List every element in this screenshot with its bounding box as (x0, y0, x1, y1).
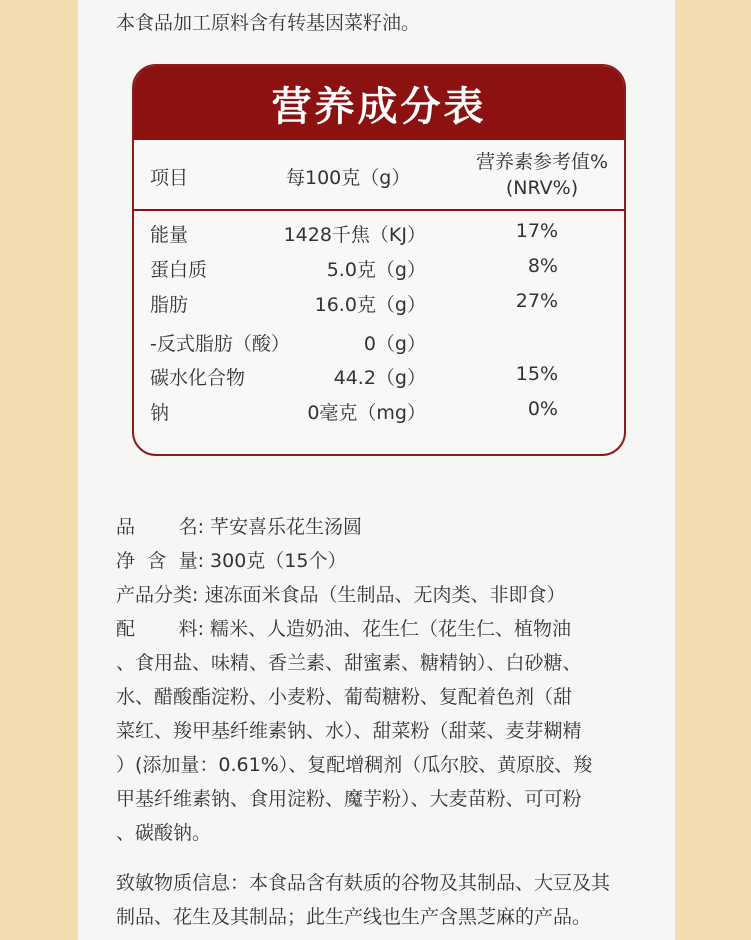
row-name: 蛋白质 (150, 259, 208, 281)
row-nrv: 8% (527, 255, 558, 277)
label-panel (78, 0, 675, 940)
header-item: 项目 (150, 167, 189, 189)
header-nrv (472, 149, 612, 201)
row-amount: 5.0克（g） (326, 259, 426, 281)
row-nrv: 17% (515, 220, 558, 242)
label-part: 料: (178, 618, 204, 640)
ingredients-text: 、碳酸钠。 (116, 822, 212, 844)
ingredients-text: ）(添加量：0.61%）、复配增稠剂（瓜尔胶、黄原胶、羧 (116, 754, 593, 776)
category-label: 产品分类: (116, 584, 199, 606)
nutrition-header-row (134, 142, 624, 211)
row-amount: 44.2（g） (333, 367, 426, 389)
row-name: 钠 (150, 402, 170, 424)
net-content-label (116, 544, 204, 578)
product-name-line (116, 510, 636, 544)
table-row (134, 363, 624, 397)
header-nrv-line1: 营养素参考值% (475, 151, 609, 173)
table-row (134, 290, 624, 324)
ingredients-text: 甲基纤维素钠、食用淀粉、魔芋粉）、大麦苗粉、可可粉 (116, 788, 582, 810)
row-name: 脂肪 (150, 294, 189, 316)
table-row (134, 329, 624, 363)
row-amount: 0（g） (363, 333, 426, 355)
row-nrv: 0% (527, 398, 558, 420)
ingredients-text: 水、醋酸酯淀粉、小麦粉、葡萄糖粉、复配着色剂（甜 (116, 686, 573, 708)
gmo-notice: 本食品加工原料含有转基因菜籽油。 (116, 12, 421, 34)
row-name: 能量 (150, 224, 189, 246)
label-part: 净 (116, 550, 136, 572)
net-content-value: 300克（15个） (210, 550, 347, 572)
net-content-line (116, 544, 636, 578)
row-amount: 16.0克（g） (314, 294, 426, 316)
row-amount: 1428千焦（KJ） (283, 224, 426, 246)
row-nrv: 27% (515, 290, 558, 312)
label-part: 配 (116, 618, 136, 640)
allergen-text: 制品、花生及其制品；此生产线也生产含黑芝麻的产品。 (116, 906, 592, 928)
label-part: 品 (116, 516, 136, 538)
nutrition-title: 营养成分表 (134, 66, 624, 140)
header-per100: 每100克（g） (286, 167, 411, 189)
header-nrv-line2: (NRV%) (505, 177, 579, 199)
label-part: 量: (178, 550, 204, 572)
table-row (134, 255, 624, 289)
allergen-text: 致敏物质信息：本食品含有麸质的谷物及其制品、大豆及其 (116, 872, 611, 894)
ingredients-text: 菜红、羧甲基纤维素钠、水）、甜菜粉（甜菜、麦芽糊精 (116, 720, 582, 742)
row-name: -反式脂肪（酸） (150, 333, 290, 355)
row-name: 碳水化合物 (150, 367, 246, 389)
product-name-label (116, 510, 204, 544)
nutrition-table (132, 64, 626, 456)
table-row (134, 220, 624, 254)
row-amount: 0毫克（mg） (307, 402, 426, 424)
product-name-value: 芊安喜乐花生汤圆 (210, 516, 363, 538)
table-row (134, 398, 624, 432)
ingredients-label (116, 612, 204, 646)
label-part: 含 (147, 550, 167, 572)
row-nrv: 15% (515, 363, 558, 385)
product-info (116, 510, 636, 934)
ingredients-text: 、食用盐、味精、香兰素、甜蜜素、糖精钠）、白砂糖、 (116, 652, 582, 674)
ingredients-line (116, 612, 636, 646)
allergen-info (116, 866, 636, 934)
category-value: 速冻面米食品（生制品、无肉类、非即食） (204, 584, 566, 606)
ingredients-text: 糯米、人造奶油、花生仁（花生仁、植物油 (210, 618, 572, 640)
category-line (116, 578, 636, 612)
label-part: 名: (178, 516, 204, 538)
